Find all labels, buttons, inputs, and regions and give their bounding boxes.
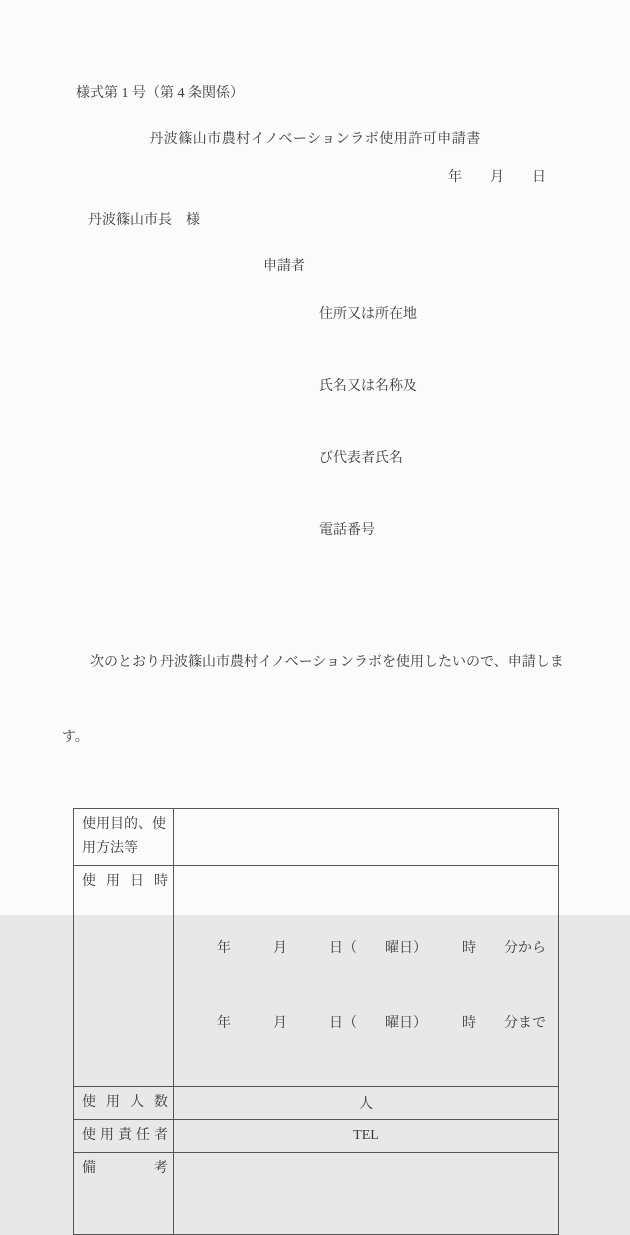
application-table: [73, 808, 559, 1235]
table-row-purpose: [74, 809, 559, 866]
manager-value-cell: TEL: [174, 1120, 559, 1153]
applicant-line-address: 住所又は所在地: [319, 307, 417, 322]
body-line-1: 次のとおり丹波篠山市農村イノベーションラボを使用したいので、申請しま: [62, 655, 564, 670]
row-label-remarks: 備 考: [74, 1153, 174, 1235]
document-title: 丹波篠山市農村イノベーションラボ使用許可申請書: [149, 132, 481, 147]
datetime-lines: [174, 866, 558, 1086]
form-number: 様式第 1 号（第 4 条関係）: [76, 86, 244, 101]
row-label-manager: 使 用 責 任 者: [74, 1120, 174, 1153]
row-label-purpose-line-1: 使用目的、使: [82, 817, 166, 832]
table-row-remarks: [74, 1153, 559, 1235]
row-label-purpose-line-2: 用方法等: [82, 841, 138, 856]
remarks-value-cell: [174, 1153, 559, 1235]
datetime-line-to: 年 月 日（ 曜日） 時 分まで: [217, 1016, 546, 1031]
table-row-manager: [74, 1120, 559, 1153]
applicant-block: [263, 255, 630, 591]
table-row-people: [74, 1087, 559, 1120]
body-line-2: す。: [62, 730, 89, 745]
datetime-value-cell: [174, 866, 559, 1087]
purpose-value-cell: [174, 809, 559, 866]
addressee-line: 丹波篠山市長 様: [88, 213, 200, 228]
applicant-line-name-2: び代表者氏名: [319, 451, 403, 466]
applicant-line-name-1: 氏名又は名称及: [319, 379, 417, 394]
table-row-datetime: [74, 866, 559, 1087]
datetime-line-from: 年 月 日（ 曜日） 時 分から: [217, 941, 546, 956]
row-label-people: 使 用 人 数: [74, 1087, 174, 1120]
row-label-datetime: 使 用 日 時: [74, 866, 174, 1087]
row-label-purpose: [74, 809, 174, 866]
applicant-line-phone: 電話番号: [319, 523, 375, 538]
date-line: 年 月 日: [448, 170, 546, 185]
applicant-label: 申請者: [263, 259, 305, 274]
applicant-lines: [319, 255, 417, 591]
people-value-cell: 人: [174, 1087, 559, 1120]
body-paragraph: [62, 600, 630, 800]
